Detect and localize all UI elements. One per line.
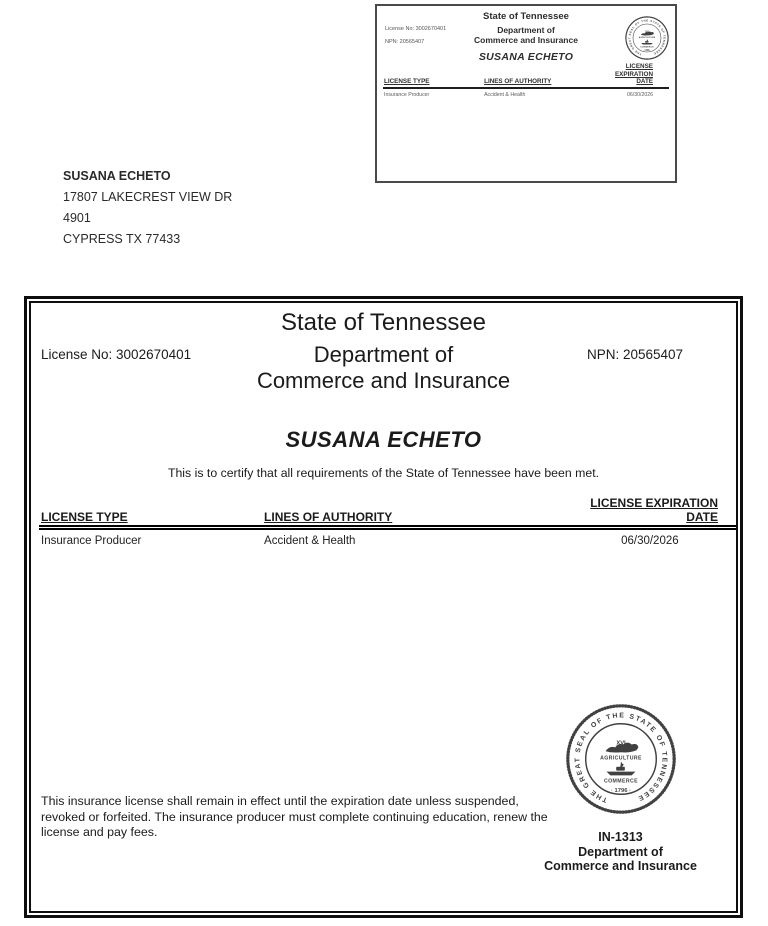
card-department-line1: Department of <box>497 25 555 35</box>
card-lines-of-authority-value: Accident & Health <box>484 91 526 98</box>
card-table-header-row <box>383 63 669 88</box>
state-seal-icon <box>563 701 679 817</box>
certificate-license-number: License No: 3002670401 <box>41 347 192 362</box>
card-state-seal-icon <box>624 15 670 61</box>
certificate-certify-text: This is to certify that all requirements of the State of Tennessee have been met. <box>167 466 600 480</box>
card-header-expiration-line2: EXPIRATION <box>614 70 653 78</box>
address-street: 17807 LAKECREST VIEW DR <box>63 190 233 204</box>
header-license-expiration-date: LICENSE EXPIRATION DATE <box>562 496 736 528</box>
card-header-license-type: LICENSE TYPE <box>383 63 483 88</box>
card-table-container <box>383 63 669 98</box>
certificate-license-table <box>39 496 736 547</box>
card-department-line2: Commerce and Insurance <box>474 34 578 45</box>
form-department-line2: Commerce and Insurance <box>544 859 697 873</box>
card-header-expiration-line3: DATE <box>636 78 653 86</box>
certificate-inner-border <box>29 301 738 913</box>
header-lines-of-authority: LINES OF AUTHORITY <box>262 496 562 528</box>
form-number: IN-1313 <box>598 830 643 844</box>
certificate-table-header-row <box>39 496 736 528</box>
lines-of-authority-value: Accident & Health <box>264 535 356 547</box>
certificate-holder-name: SUSANA ECHETO <box>285 427 482 452</box>
mailing-address <box>63 166 232 250</box>
seal-and-form-block <box>503 701 738 874</box>
address-city-state-zip: CYPRESS TX 77433 <box>63 232 181 246</box>
address-unit: 4901 <box>63 211 91 225</box>
address-name: SUSANA ECHETO <box>63 169 171 183</box>
card-header-lines-of-authority: LINES OF AUTHORITY <box>483 63 597 88</box>
certificate <box>24 296 743 918</box>
card-header-expiration-line1: LICENSE <box>625 63 653 70</box>
header-license-type: LICENSE TYPE <box>39 496 262 528</box>
card-license-number: License No: 3002670401 <box>385 26 447 32</box>
card-npn: NPN: 20565407 <box>385 39 425 45</box>
card-license-type-value: Insurance Producer <box>384 91 430 98</box>
certificate-footer-notice: This insurance license shall remain in effect until the expiration date unless suspended, revoked or forfeited. The insurance producer must complete continuing education, renew the license and pay fees. <box>41 794 548 839</box>
card-header-expiration-date <box>597 63 669 88</box>
certificate-table-row <box>39 528 736 548</box>
license-card <box>375 4 677 183</box>
license-type-value: Insurance Producer <box>41 535 142 547</box>
card-state-title: State of Tennessee <box>483 11 569 22</box>
form-identifier-block <box>503 830 738 874</box>
certificate-state-title: State of Tennessee <box>280 309 487 336</box>
form-department-line1: Department of <box>578 844 663 859</box>
card-expiration-date-value: 06/30/2026 <box>627 91 653 98</box>
certificate-department-line2: Commerce and Insurance <box>256 368 511 393</box>
certificate-table-container <box>39 496 736 547</box>
license-expiration-date-value: 06/30/2026 <box>621 535 679 547</box>
certificate-npn: NPN: 20565407 <box>587 347 684 362</box>
card-license-table <box>383 63 669 98</box>
certificate-department-line1: Department of <box>313 342 454 367</box>
card-holder-name: SUSANA ECHETO <box>478 51 574 63</box>
card-table-row <box>383 88 669 98</box>
